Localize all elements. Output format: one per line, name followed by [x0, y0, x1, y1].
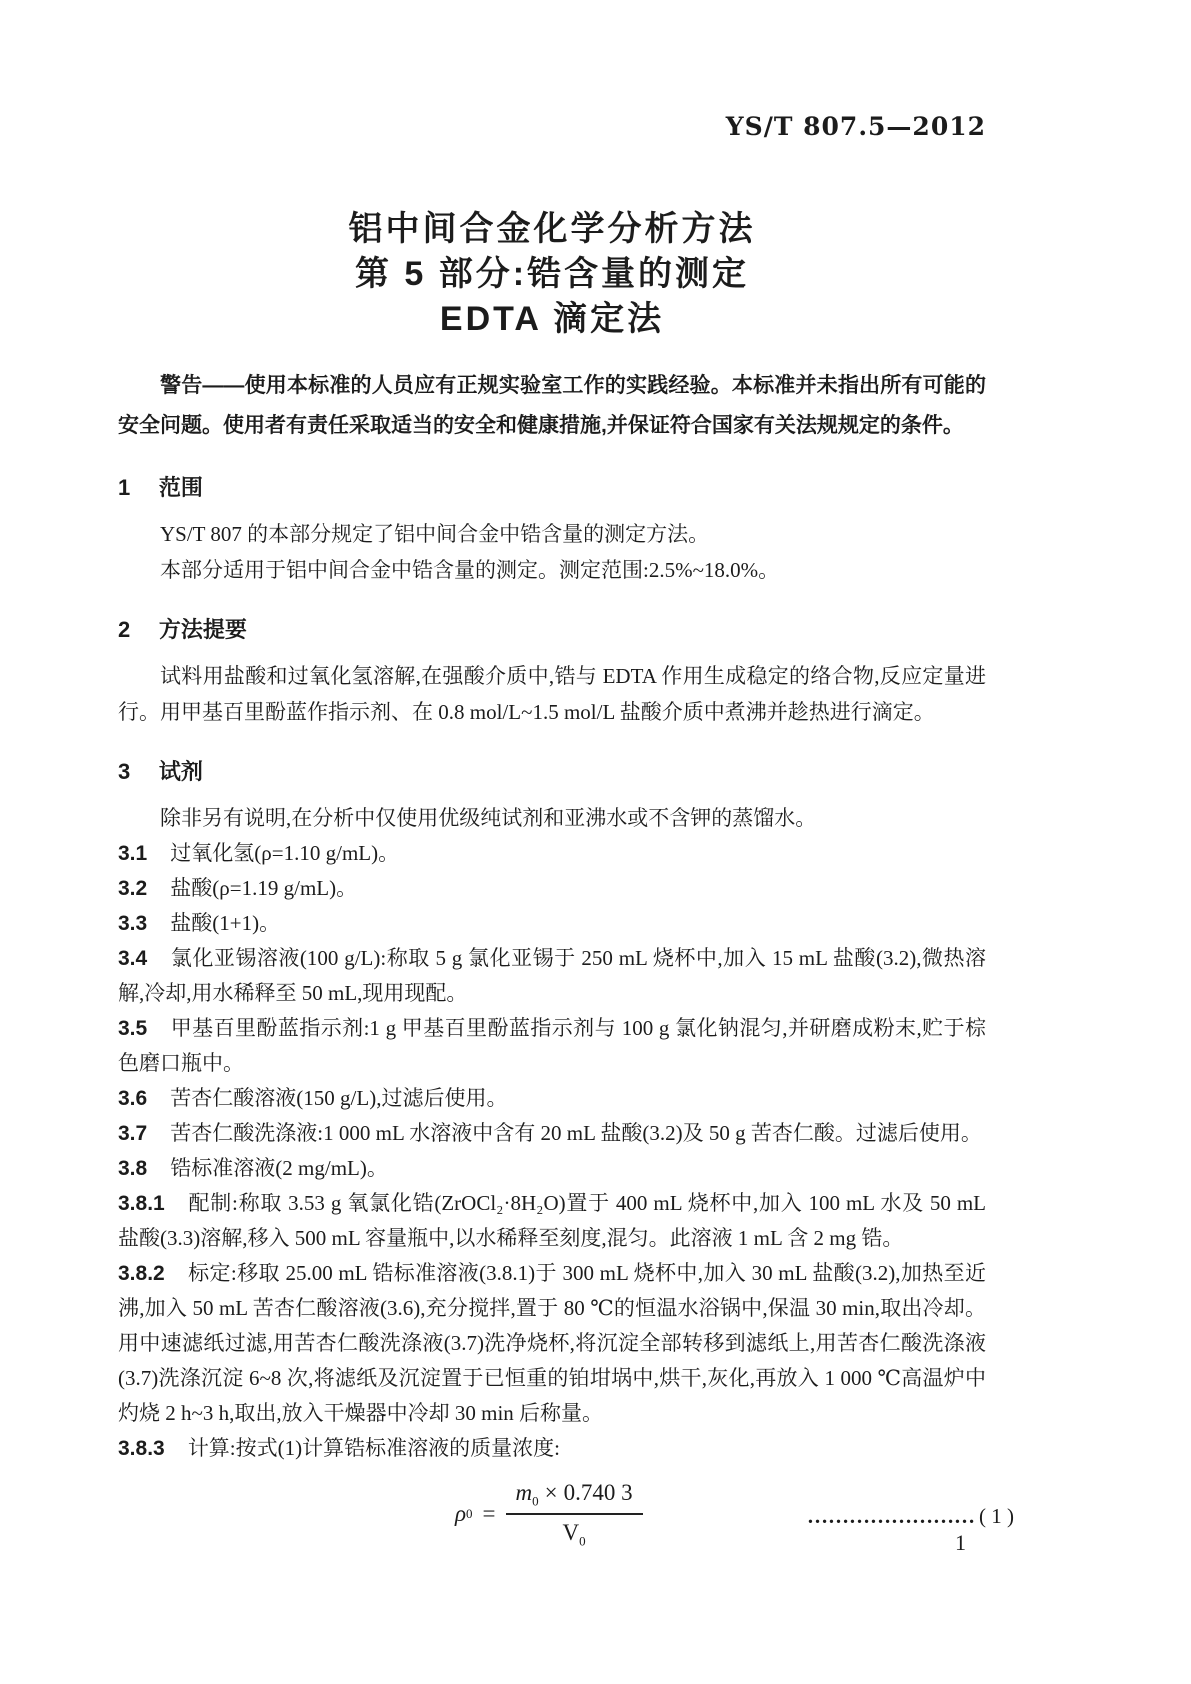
scope-paragraph-1: YS/T 807 的本部分规定了铝中间合金中锆含量的测定方法。: [160, 522, 710, 546]
clause-3-7: [118, 1116, 986, 1151]
clause-3-6: [118, 1081, 986, 1116]
equation-lhs-variable: ρ: [455, 1500, 467, 1526]
section-1-number: 1: [118, 475, 131, 500]
clause-3-2-text: 盐酸(ρ=1.19 g/mL)。: [170, 876, 358, 900]
scope-paragraph-2: 本部分适用于铝中间合金中锆含量的测定。测定范围:2.5%~18.0%。: [160, 558, 780, 582]
clause-3-3-text: 盐酸(1+1)。: [170, 911, 281, 935]
standard-number: YS/T 807.5—2012: [725, 112, 986, 141]
clause-3-8-3-number: 3.8.3: [118, 1437, 165, 1460]
clause-3-8-2-number: 3.8.2: [118, 1262, 165, 1285]
clause-3-8-3-text: 计算:按式(1)计算锆标准溶液的质量浓度:: [187, 1436, 560, 1460]
leader-dots: ……………………: [807, 1504, 975, 1528]
title-line-1: 铝中间合金化学分析方法: [348, 210, 756, 248]
numerator-factor: 0.740 3: [563, 1480, 633, 1505]
denominator-subscript: 0: [579, 1533, 586, 1549]
numerator-variable: m: [515, 1480, 533, 1505]
clause-3-2: [118, 871, 986, 906]
clause-3-5: [118, 1011, 986, 1081]
clause-3-8-1-number: 3.8.1: [118, 1192, 165, 1215]
denominator-variable: V: [562, 1519, 580, 1545]
reagents-intro-paragraph: 除非另有说明,在分析中仅使用优级纯试剂和亚沸水或不含钾的蒸馏水。: [160, 806, 817, 830]
equation-fraction: [506, 1480, 643, 1547]
clause-3-7-text: 苦杏仁酸洗涤液:1 000 mL 水溶液中含有 20 mL 盐酸(3.2)及 50 g 苦杏仁酸。过滤后使用。: [170, 1121, 982, 1145]
page-number: 1: [955, 1530, 966, 1555]
numerator-subscript: 0: [532, 1493, 539, 1509]
clause-3-8-3: [118, 1431, 986, 1466]
section-2-title: 方法提要: [158, 617, 247, 642]
clause-3-8-1-text: 配制:称取 3.53 g 氧氯化锆(ZrOCl₂·8H₂O)置于 400 mL 烧杯中,加入 100 mL 水及 50 mL 盐酸(3.3)溶解,移入 500 mL 容量瓶中,以水稀释至刻度,混匀。此溶液 1 mL 含 2 mg 锆。: [118, 1191, 986, 1250]
clause-3-1-number: 3.1: [118, 842, 148, 865]
method-summary-paragraph: 试料用盐酸和过氧化氢溶解,在强酸介质中,锆与 EDTA 作用生成稳定的络合物,反应定量进行。用甲基百里酚蓝作指示剂、在 0.8 mol/L~1.5 mol/L 盐酸介质中煮沸并趁热进行滴定。: [118, 664, 986, 724]
clause-3-8-2: [118, 1256, 986, 1431]
section-3-number: 3: [118, 759, 131, 784]
title-line-2: 第 5 部分:锆含量的测定: [354, 255, 750, 293]
equation-numerator: [506, 1480, 643, 1515]
equation-leader: [807, 1504, 1014, 1529]
clause-3-1: [118, 836, 986, 871]
clause-3-6-text: 苦杏仁酸溶液(150 g/L),过滤后使用。: [170, 1086, 508, 1110]
clause-3-8-1: [118, 1186, 986, 1256]
clause-3-5-text: 甲基百里酚蓝指示剂:1 g 甲基百里酚蓝指示剂与 100 g 氯化钠混匀,并研磨成粉末,贮于棕色磨口瓶中。: [118, 1016, 986, 1075]
safety-warning: 警告——使用本标准的人员应有正规实验室工作的实践经验。本标准并未指出所有可能的安全问题。使用者有责任采取适当的安全和健康措施,并保证符合国家有关法规规定的条件。: [118, 374, 986, 437]
equation-number-label: ( 1 ): [979, 1504, 1014, 1528]
equation-1-row: [118, 1478, 1014, 1573]
section-1-heading: [118, 474, 986, 502]
clause-3-4: [118, 941, 986, 1011]
clause-3-8-number: 3.8: [118, 1157, 148, 1180]
equation-lhs-subscript: 0: [466, 1506, 473, 1522]
document-title: [118, 207, 986, 342]
clause-3-7-number: 3.7: [118, 1122, 148, 1145]
section-2-number: 2: [118, 617, 131, 642]
clause-3-4-text: 氯化亚锡溶液(100 g/L):称取 5 g 氯化亚锡于 250 mL 烧杯中,加入 15 mL 盐酸(3.2),微热溶解,冷却,用水稀释至 50 mL,现用现配。: [118, 946, 986, 1005]
clause-3-8-2-text: 标定:移取 25.00 mL 锆标准溶液(3.8.1)于 300 mL 烧杯中,加入 30 mL 盐酸(3.2),加热至近沸,加入 50 mL 苦杏仁酸溶液(3.6),充分搅拌,置于 80 ℃的恒温水浴锅中,保温 30 min,取出冷却。用中速滤纸过滤,用苦杏仁酸洗涤液(3.7)洗净烧杯,将沉淀全部转移到滤纸上,用苦杏仁酸洗涤液(3.7)洗涤沉淀 6~8 次,将滤纸及沉淀置于已恒重的铂坩埚中,烘干,灰化,再放入 1 000 ℃高温炉中灼烧 2 h~3 h,取出,放入干燥器中冷却 30 min 后称量。: [118, 1261, 986, 1425]
title-line-3: EDTA 滴定法: [439, 300, 665, 338]
clause-3-8: [118, 1151, 986, 1186]
clause-3-6-number: 3.6: [118, 1087, 148, 1110]
section-1-title: 范围: [158, 475, 203, 500]
clause-3-1-text: 过氧化氢(ρ=1.10 g/mL)。: [170, 841, 400, 865]
equation-equals-sign: =: [482, 1500, 496, 1526]
multiplication-sign: ×: [544, 1480, 558, 1505]
section-3-title: 试剂: [158, 759, 203, 784]
clause-3-2-number: 3.2: [118, 877, 148, 900]
section-2-heading: [118, 616, 986, 644]
section-3-heading: [118, 758, 986, 786]
clause-3-3: [118, 906, 986, 941]
equation-1-body: [455, 1480, 643, 1547]
clause-3-5-number: 3.5: [118, 1017, 148, 1040]
equation-denominator: [563, 1515, 586, 1548]
clause-3-3-number: 3.3: [118, 912, 148, 935]
clause-3-8-text: 锆标准溶液(2 mg/mL)。: [170, 1156, 388, 1180]
clause-3-4-number: 3.4: [118, 947, 148, 970]
